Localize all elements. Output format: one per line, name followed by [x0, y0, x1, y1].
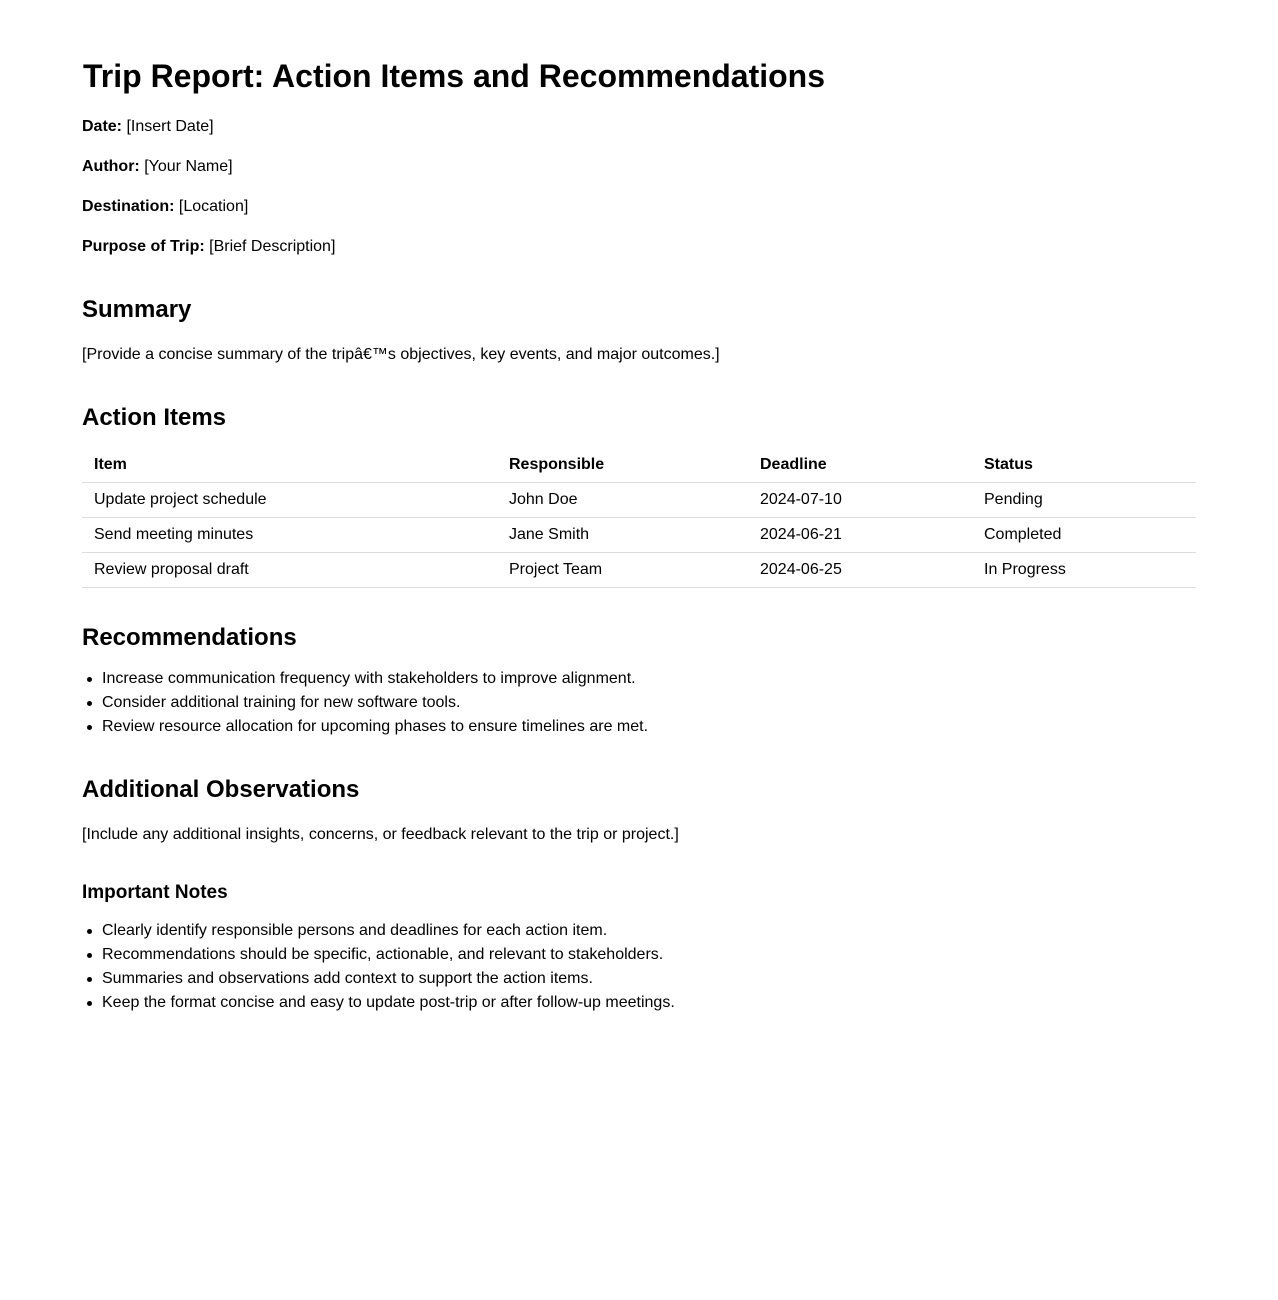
cell-deadline: 2024-06-25 — [748, 553, 972, 588]
column-header-responsible: Responsible — [497, 447, 748, 483]
cell-responsible: Project Team — [497, 553, 748, 588]
recommendations-list — [82, 667, 648, 739]
cell-item: Send meeting minutes — [82, 518, 497, 553]
bullet-icon — [87, 977, 92, 982]
action-items-table — [82, 447, 1196, 588]
cell-item: Review proposal draft — [82, 553, 497, 588]
cell-deadline: 2024-07-10 — [748, 483, 972, 518]
list-item — [102, 919, 675, 943]
list-item — [102, 943, 675, 967]
column-header-deadline: Deadline — [748, 447, 972, 483]
important-notes-heading: Important Notes — [82, 882, 228, 903]
table-row — [82, 483, 1196, 518]
cell-status: Pending — [972, 483, 1196, 518]
list-item — [102, 991, 675, 1015]
meta-destination-label: Destination: — [82, 198, 175, 215]
list-item-text: Summaries and observations add context to support the action items. — [102, 970, 593, 987]
bullet-icon — [87, 929, 92, 934]
list-item — [102, 691, 648, 715]
meta-author-value: [Your Name] — [144, 158, 233, 175]
cell-responsible: John Doe — [497, 483, 748, 518]
meta-purpose-value: [Brief Description] — [209, 238, 336, 255]
meta-date-label: Date: — [82, 118, 123, 135]
meta-date-value: [Insert Date] — [126, 118, 214, 135]
bullet-icon — [87, 701, 92, 706]
important-notes-list — [82, 919, 675, 1015]
cell-item: Update project schedule — [82, 483, 497, 518]
meta-purpose — [82, 237, 335, 257]
bullet-icon — [87, 725, 92, 730]
list-item-text: Recommendations should be specific, actionable, and relevant to stakeholders. — [102, 946, 664, 963]
column-header-item: Item — [82, 447, 497, 483]
table-row — [82, 553, 1196, 588]
table-header-row — [82, 447, 1196, 483]
bullet-icon — [87, 1001, 92, 1006]
list-item-text: Keep the format concise and easy to update post-trip or after follow-up meetings. — [102, 994, 675, 1011]
summary-heading: Summary — [82, 296, 192, 323]
summary-text: [Provide a concise summary of the tripâ€™s objectives, key events, and major outcomes.] — [82, 346, 720, 363]
cell-responsible: Jane Smith — [497, 518, 748, 553]
table-row — [82, 518, 1196, 553]
meta-destination-value: [Location] — [178, 198, 249, 215]
page-title: Trip Report: Action Items and Recommendations — [83, 58, 826, 94]
observations-heading: Additional Observations — [82, 776, 360, 803]
meta-destination — [82, 197, 248, 217]
meta-author-label: Author: — [82, 158, 140, 175]
meta-purpose-label: Purpose of Trip: — [82, 238, 205, 255]
cell-status: Completed — [972, 518, 1196, 553]
list-item-text: Consider additional training for new software tools. — [102, 694, 461, 711]
meta-date — [82, 117, 214, 137]
meta-author — [82, 157, 233, 177]
action-items-heading: Action Items — [82, 404, 227, 431]
list-item — [102, 715, 648, 739]
column-header-status: Status — [972, 447, 1196, 483]
list-item — [102, 667, 648, 691]
cell-deadline: 2024-06-21 — [748, 518, 972, 553]
recommendations-heading: Recommendations — [82, 624, 297, 651]
bullet-icon — [87, 953, 92, 958]
list-item-text: Clearly identify responsible persons and deadlines for each action item. — [102, 922, 608, 939]
cell-status: In Progress — [972, 553, 1196, 588]
list-item-text: Review resource allocation for upcoming phases to ensure timelines are met. — [102, 718, 649, 735]
list-item-text: Increase communication frequency with stakeholders to improve alignment. — [102, 670, 636, 687]
list-item — [102, 967, 675, 991]
observations-text: [Include any additional insights, concerns, or feedback relevant to the trip or project.] — [82, 826, 679, 843]
bullet-icon — [87, 677, 92, 682]
